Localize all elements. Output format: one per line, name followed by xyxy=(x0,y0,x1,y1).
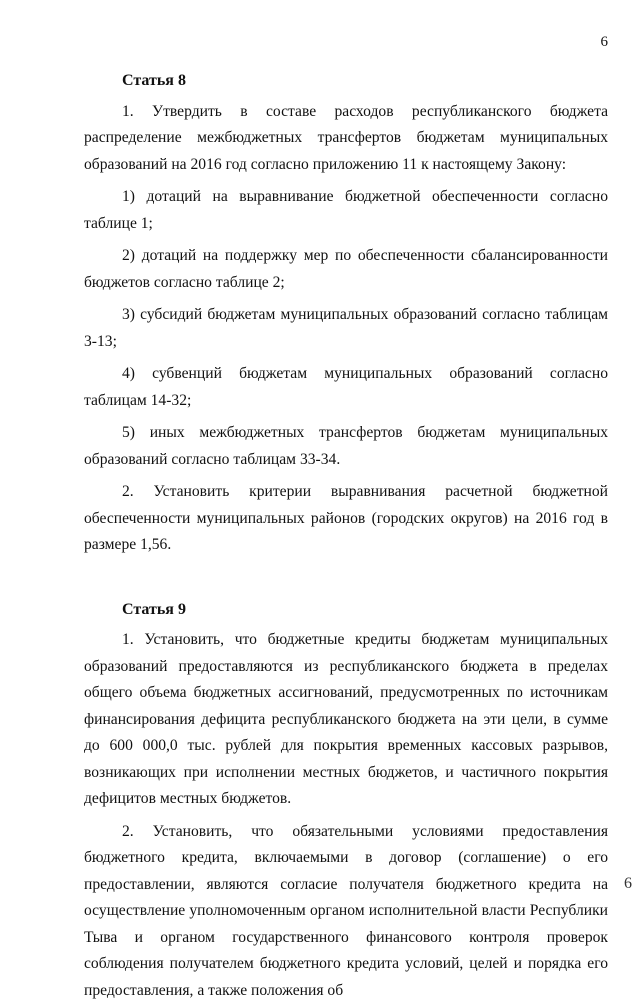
article-8-item-2: 2) дотаций на поддержку мер по обеспеченности сбалансированности бюджетов согласно таблице 2; xyxy=(84,243,608,296)
article-8-paragraph-1: 1. Утвердить в составе расходов республиканского бюджета распределение межбюджетных трансфертов бюджетам муниципальных образований на 2016 год согласно приложению 11 к настоящему Закону: xyxy=(84,99,608,179)
article-9-paragraph-1: 1. Установить, что бюджетные кредиты бюджетам муниципальных образований предоставляются из республиканского бюджета в пределах общего объема бюджетных ассигнований, предусмотренных по источникам финансирования дефицита республиканского бюджета на эти цели, в сумме до 600 000,0 тыс. рублей для покрытия временных кассовых разрывов, возникающих при исполнении местных бюджетов, и частичного покрытия дефицитов местных бюджетов. xyxy=(84,627,608,813)
document-body xyxy=(84,68,608,1004)
article-9-heading: Статья 9 xyxy=(122,597,608,624)
article-8-item-1: 1) дотаций на выравнивание бюджетной обеспеченности согласно таблице 1; xyxy=(84,184,608,237)
article-8-paragraph-2: 2. Установить критерии выравнивания расчетной бюджетной обеспеченности муниципальных районов (городских округов) на 2016 год в размере 1,56. xyxy=(84,479,608,559)
article-spacer xyxy=(84,559,608,597)
page-number-top: 6 xyxy=(601,34,609,51)
article-9-paragraph-2: 2. Установить, что обязательными условиями предоставления бюджетного кредита, включаемыми в договор (соглашение) о его предоставлении, являются согласие получателя бюджетного кредита на осуществление уполномоченным органом исполнительной власти Республики Тыва и органом государственного финансового контроля проверок соблюдения получателем бюджетного кредита условий, целей и порядка его предоставления, а также положения об xyxy=(84,819,608,1004)
article-8-heading: Статья 8 xyxy=(122,68,608,95)
article-8-item-4: 4) субвенций бюджетам муниципальных образований согласно таблицам 14-32; xyxy=(84,361,608,414)
article-8-item-5: 5) иных межбюджетных трансфертов бюджетам муниципальных образований согласно таблицам 33-34. xyxy=(84,420,608,473)
article-8 xyxy=(84,68,608,559)
article-8-item-3: 3) субсидий бюджетам муниципальных образований согласно таблицам 3-13; xyxy=(84,302,608,355)
article-9 xyxy=(84,597,608,1004)
page-number-bottom: 6 xyxy=(624,875,632,893)
